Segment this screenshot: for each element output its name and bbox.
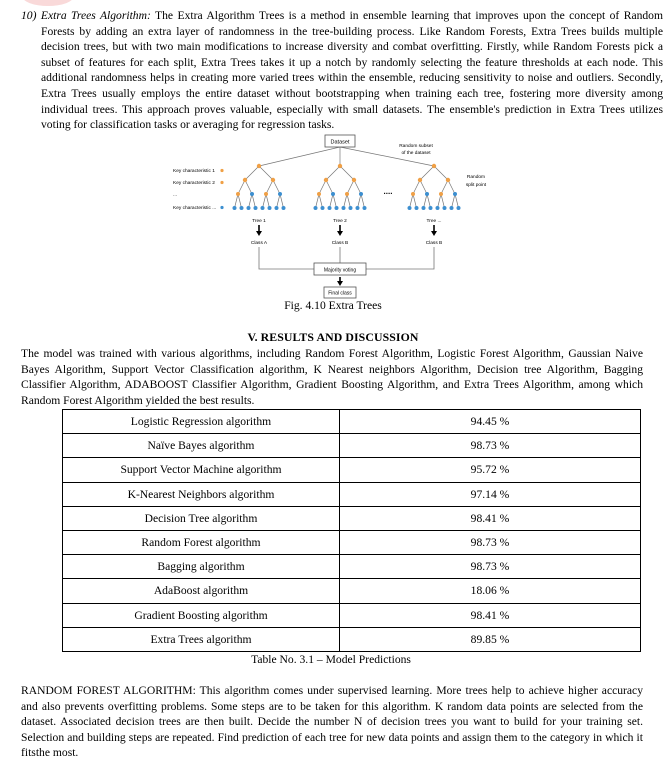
tree-leaf [356, 206, 360, 210]
key-marker [220, 169, 223, 172]
algorithm-cell: Support Vector Machine algorithm [63, 458, 340, 482]
table-row [63, 603, 641, 627]
tree-leaf [247, 206, 251, 210]
tree-edge [347, 194, 351, 208]
tree-node [331, 192, 335, 196]
tree-leaf [268, 206, 272, 210]
tree-edge [238, 180, 245, 194]
key-characteristic-n: Key characteristic ... [173, 206, 217, 211]
tree-edge [340, 166, 354, 180]
arrow-icon [256, 225, 437, 236]
algorithm-cell: Random Forest algorithm [63, 530, 340, 554]
trees-ellipsis: .... [383, 187, 393, 196]
random-split-label-1: Random [466, 175, 486, 180]
tree-leaf [363, 206, 367, 210]
tree-leaf [415, 206, 419, 210]
accuracy-cell: 98.41 % [340, 603, 641, 627]
tree-node [278, 192, 282, 196]
results-paragraph: The model was trained with various algorithms, including Random Forest Algorithm, Logistic Forest Algorithm, Gaussian Naive Bayes Algorithm, Support Vector Classification algorithm, K Nearest neighbors Algorithm, Decision tree Algorithm, Bagging Classifier Algorithm, ADABOOST Classifier Algorithm, Gradient Boosting Algorithm, and Extra Trees Algorithm, among which Random Forest Algorithm yielded the best results. [21, 347, 643, 407]
tree-edge [330, 194, 334, 208]
tree-edge [344, 194, 348, 208]
tree-edge [277, 194, 281, 208]
tree-edge [319, 194, 323, 208]
tree-edge [424, 194, 428, 208]
key-characteristic-dots: ... [173, 193, 177, 198]
tree-leaf [328, 206, 332, 210]
tree-node [345, 192, 349, 196]
decorative-blob [22, 0, 74, 6]
algorithm-cell: Decision Tree algorithm [63, 506, 340, 530]
tree-node [338, 164, 342, 168]
tree-leaf [408, 206, 412, 210]
tree-leaf [422, 206, 426, 210]
tree-node [418, 178, 422, 182]
algorithm-cell: Naïve Bayes algorithm [63, 434, 340, 458]
tree-edge [319, 180, 326, 194]
table-row [63, 530, 641, 554]
table-row [63, 555, 641, 579]
tree-leaf [314, 206, 318, 210]
tree-node [425, 192, 429, 196]
tree-leaf [450, 206, 454, 210]
tree-edge [316, 194, 320, 208]
final-class-label: Final class [328, 290, 352, 297]
tree-edge [326, 180, 333, 194]
accuracy-cell: 98.73 % [340, 530, 641, 554]
algorithm-cell: AdaBoost algorithm [63, 579, 340, 603]
accuracy-cell: 98.41 % [340, 506, 641, 530]
accuracy-cell: 18.06 % [340, 579, 641, 603]
tree-edge [347, 180, 354, 194]
tree-edge [354, 180, 361, 194]
tree-leaf [349, 206, 353, 210]
tree-edge [420, 166, 434, 180]
algorithm-cell: Bagging algorithm [63, 555, 340, 579]
arrow-icon [337, 277, 343, 286]
tree-node [453, 192, 457, 196]
random-subset-label-1: Random subset [399, 144, 433, 149]
accuracy-cell: 94.45 % [340, 410, 641, 434]
tree-edge [455, 194, 459, 208]
table-row [63, 506, 641, 530]
tree-2-label: Tree 2 [333, 219, 347, 224]
results-table-body [63, 410, 641, 652]
key-marker [220, 181, 223, 184]
tree-node [257, 164, 261, 168]
table-row [63, 482, 641, 506]
accuracy-cell: 98.73 % [340, 555, 641, 579]
table-caption: Table No. 3.1 – Model Predictions [251, 653, 411, 666]
tree-leaf [261, 206, 265, 210]
table-row [63, 579, 641, 603]
tree-1-label: Tree 1 [252, 219, 266, 224]
tree-leaf [275, 206, 279, 210]
tree-leaf [335, 206, 339, 210]
tree-edge [245, 166, 259, 180]
tree-leaf [342, 206, 346, 210]
extra-trees-figure [162, 132, 492, 300]
figure-caption: Fig. 4.10 Extra Trees [284, 299, 382, 312]
algorithm-cell: Extra Trees algorithm [63, 627, 340, 651]
connector-left [259, 247, 314, 269]
dataset-to-tree-line [340, 147, 434, 166]
class-b-label-2: Class B [425, 241, 443, 246]
key-characteristic-1: Key characteristic 1 [173, 169, 215, 174]
tree-edge [441, 180, 448, 194]
tree-leaf [233, 206, 237, 210]
dataset-to-tree-line [259, 147, 340, 166]
random-subset-label-2: of the dataset [401, 151, 431, 156]
dataset-label: Dataset [330, 139, 350, 146]
results-table [62, 409, 641, 652]
tree-n-label: Tree ... [426, 219, 442, 224]
tree-edge [410, 194, 414, 208]
accuracy-cell: 97.14 % [340, 482, 641, 506]
tree-edge [448, 180, 455, 194]
tree-node [317, 192, 321, 196]
tree-node [352, 178, 356, 182]
tree-node [264, 192, 268, 196]
tree-leaf [240, 206, 244, 210]
tree-leaf [457, 206, 461, 210]
tree-edge [420, 180, 427, 194]
tree-edge [333, 194, 337, 208]
accuracy-cell: 95.72 % [340, 458, 641, 482]
tree-edge [238, 194, 242, 208]
tree-node [446, 178, 450, 182]
table-row [63, 410, 641, 434]
key-marker [220, 206, 223, 209]
random-forest-paragraph: RANDOM FOREST ALGORITHM: This algorithm comes under supervised learning. More trees help to achieve higher accuracy and also prevents overfitting problems. Some steps are to be taken for this algorithm. K random data points are selected from the dataset. Associated decision trees are then built. Decide the number N of decision trees you want to build for your training set. Selection and building steps are repeated. Find prediction of each tree for new data points and assign them to the category in which it fitsthe most. [21, 684, 643, 760]
tree-leaf [436, 206, 440, 210]
majority-voting-label: Majority voting [323, 267, 357, 274]
tree-node [250, 192, 254, 196]
tree-edge [413, 180, 420, 194]
section-heading: V. RESULTS AND DISCUSSION [247, 330, 419, 344]
tree-node [432, 164, 436, 168]
table-row [63, 458, 641, 482]
algorithm-cell: K-Nearest Neighbors algorithm [63, 482, 340, 506]
tree-node [411, 192, 415, 196]
tree-edge [434, 166, 448, 180]
tree-edge [263, 194, 267, 208]
tree-edge [361, 194, 365, 208]
algorithm-cell: Logistic Regression algorithm [63, 410, 340, 434]
tree-node [359, 192, 363, 196]
figure-connectors [235, 147, 459, 208]
tree-node [324, 178, 328, 182]
tree-edge [358, 194, 362, 208]
accuracy-cell: 89.85 % [340, 627, 641, 651]
random-split-label-2: split point [465, 183, 487, 188]
tree-edge [438, 194, 442, 208]
tree-node [439, 192, 443, 196]
tree-leaf [321, 206, 325, 210]
tree-edge [235, 194, 239, 208]
tree-edge [249, 194, 253, 208]
tree-edge [427, 194, 431, 208]
tree-edge [452, 194, 456, 208]
connector-right [366, 247, 434, 269]
tree-leaf [282, 206, 286, 210]
class-a-label: Class A [250, 241, 268, 246]
key-characteristic-2: Key characteristic 2 [173, 181, 215, 186]
tree-leaf [429, 206, 433, 210]
tree-edge [266, 180, 273, 194]
tree-node [236, 192, 240, 196]
table-row [63, 627, 641, 651]
tree-edge [245, 180, 252, 194]
paragraph-body: The Extra Algorithm Trees is a method in ensemble learning that improves upon the concept of Random Forests by adding an extra layer of randomness in the tree-building process. Like Random Forests, Extra Trees builds multiple decision trees, but with two main modifications to increase diversity and combat overfitting. Firstly, while Random Forests pick a subset of features for each split, Extra Trees takes it up a notch by randomly selecting the feature thresholds at each node. This additional randomness helps in creating more varied trees within the ensemble, reducing sensitivity to noise and outliers. Secondly, Extra Trees usually employs the entire dataset without bootstrapping when training each tree, fostering more diversity among individual trees. This approach proves valuable, especially with small datasets. The ensemble's prediction in Extra Trees utilizes voting for classification tasks or averaging for regression tasks. [41, 9, 663, 132]
tree-edge [441, 194, 445, 208]
tree-leaf [443, 206, 447, 210]
tree-node [271, 178, 275, 182]
table-row [63, 434, 641, 458]
tree-edge [266, 194, 270, 208]
accuracy-cell: 98.73 % [340, 434, 641, 458]
class-b-label: Class B [331, 241, 349, 246]
tree-edge [259, 166, 273, 180]
tree-leaf [254, 206, 258, 210]
tree-edge [413, 194, 417, 208]
tree-edge [280, 194, 284, 208]
tree-node [243, 178, 247, 182]
paragraph-lead: 10) Extra Trees Algorithm: [21, 9, 151, 22]
tree-edge [326, 166, 340, 180]
tree-edge [252, 194, 256, 208]
tree-edge [273, 180, 280, 194]
paragraph-extra-trees [21, 8, 663, 133]
algorithm-cell: Gradient Boosting algorithm [63, 603, 340, 627]
